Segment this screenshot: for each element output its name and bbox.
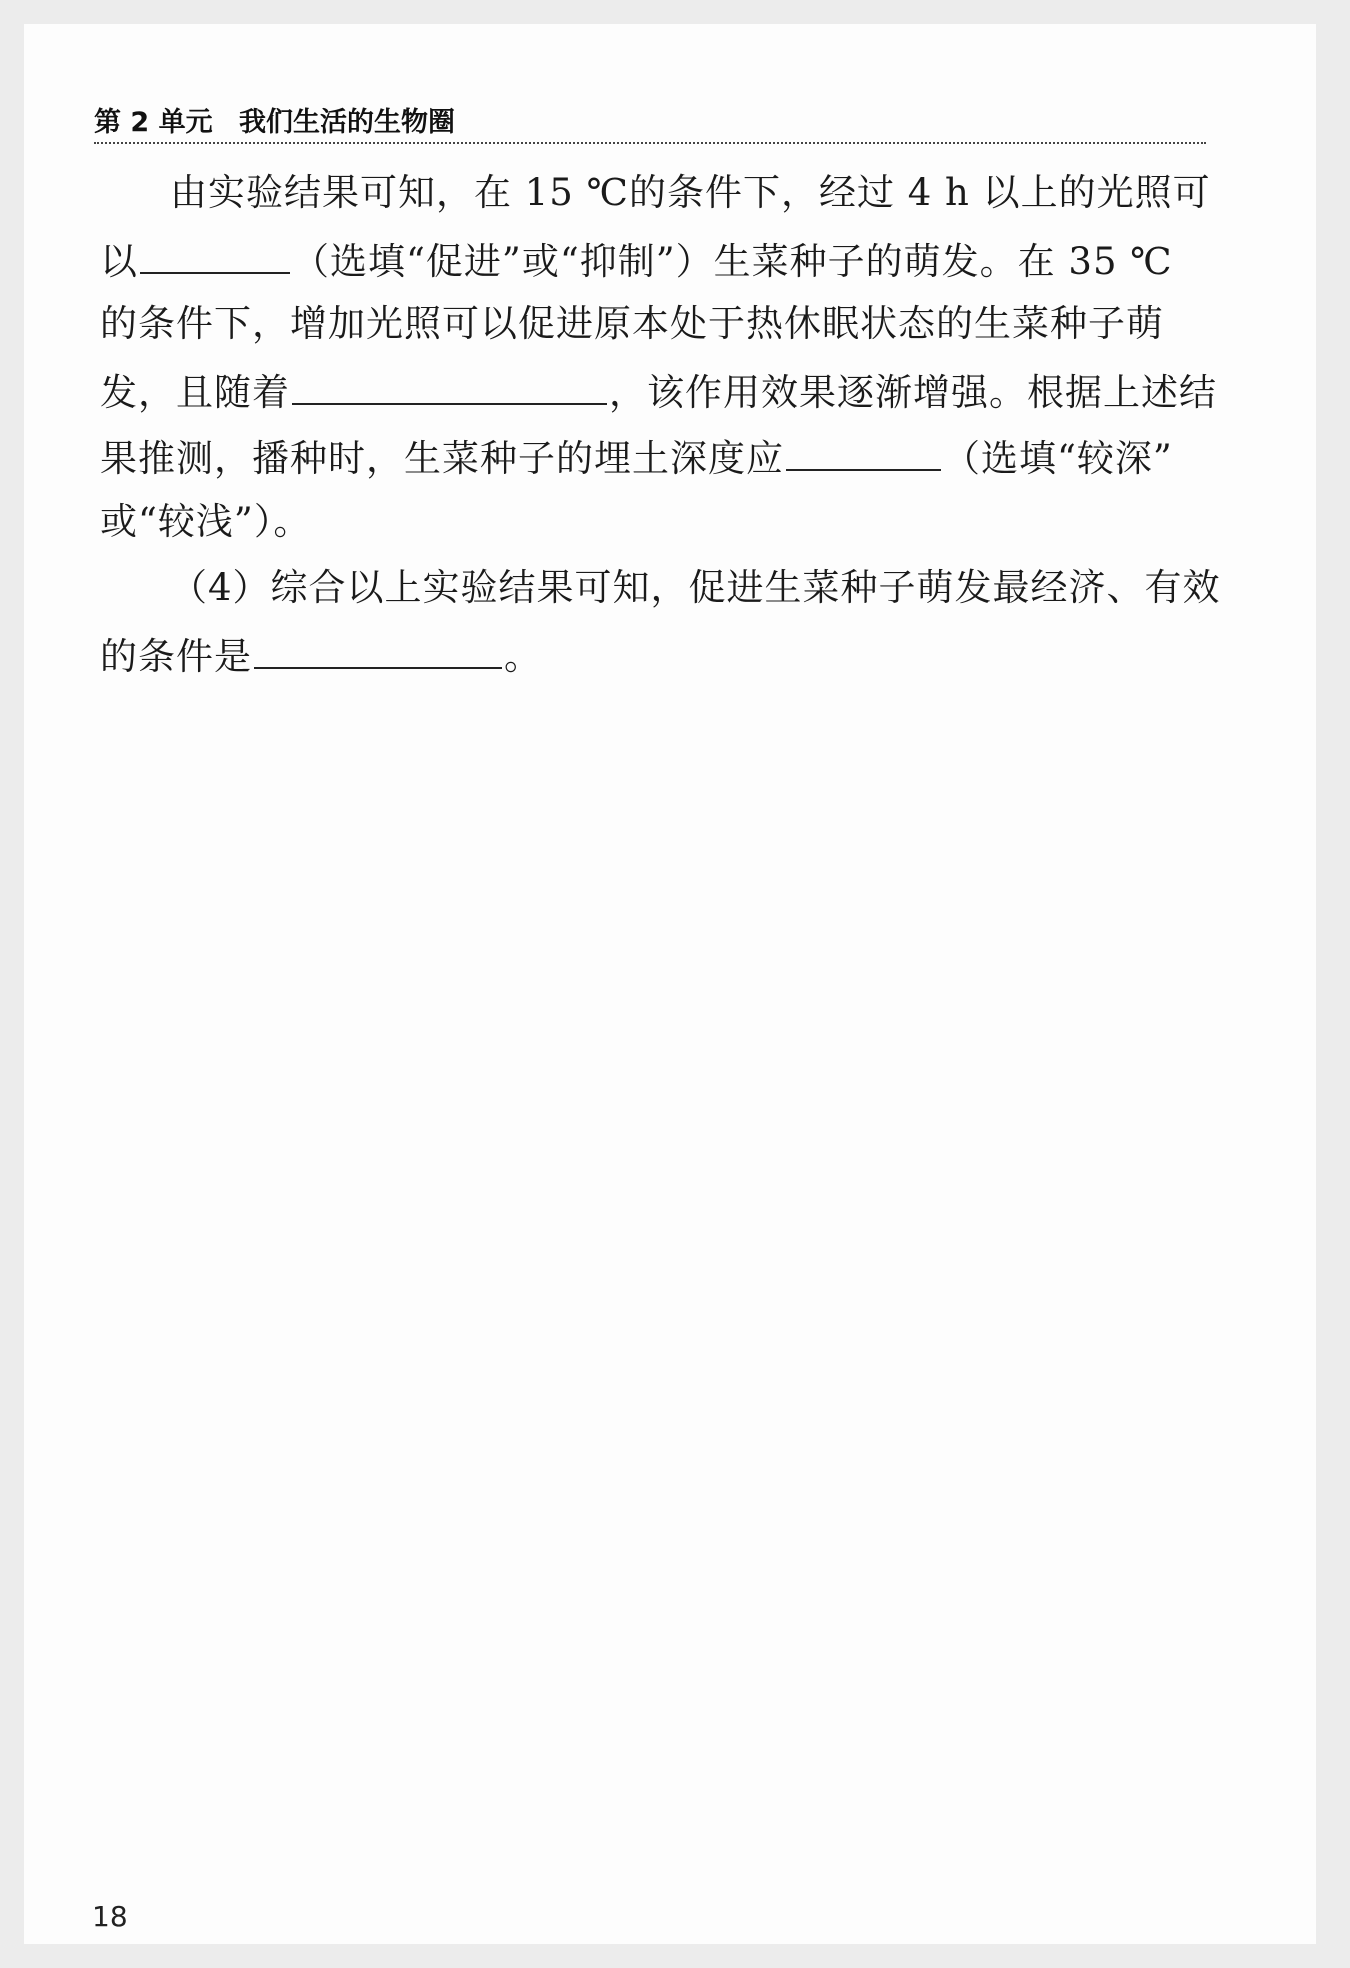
paragraph-line [170,171,1211,214]
text-segment: （选填“较深” [943,437,1173,480]
text-segment: ，该作用效果逐渐增强。根据上述结 [609,371,1217,414]
text-segment: 以 [100,240,138,283]
paragraph-line [100,371,1217,414]
paragraph-line [100,635,542,678]
unit-title: 我们生活的生物圈 [239,107,455,138]
unit-label: 第 2 单元 [94,107,213,138]
paragraph-line [100,500,312,543]
text-segment: 或“较浅”）。 [100,500,312,543]
text-segment: 发，且随着 [100,371,290,414]
text-segment: （选填“促进”或“抑制”）生菜种子的萌发。在 35 ℃ [292,240,1173,283]
text-segment: 的条件是 [100,635,252,678]
text-segment: 果推测，播种时，生菜种子的埋土深度应 [100,437,784,480]
answer-blank[interactable] [786,437,941,471]
paragraph-line [100,302,1164,345]
text-segment: （4）综合以上实验结果可知，促进生菜种子萌发最经济、有效 [170,566,1221,609]
text-segment: 的条件下，增加光照可以促进原本处于热休眠状态的生菜种子萌 [100,302,1164,345]
page-number: 18 [92,1900,128,1933]
paragraph-line [170,566,1221,609]
textbook-page [24,24,1316,1944]
answer-blank[interactable] [140,240,290,274]
text-segment: 。 [504,635,542,678]
paragraph-line [100,240,1173,283]
answer-blank[interactable] [254,635,502,669]
text-segment: 由实验结果可知，在 15 ℃的条件下，经过 4 h 以上的光照可 [170,171,1211,214]
page-header [94,86,1206,144]
answer-blank[interactable] [292,371,607,405]
paragraph-line [100,437,1173,480]
